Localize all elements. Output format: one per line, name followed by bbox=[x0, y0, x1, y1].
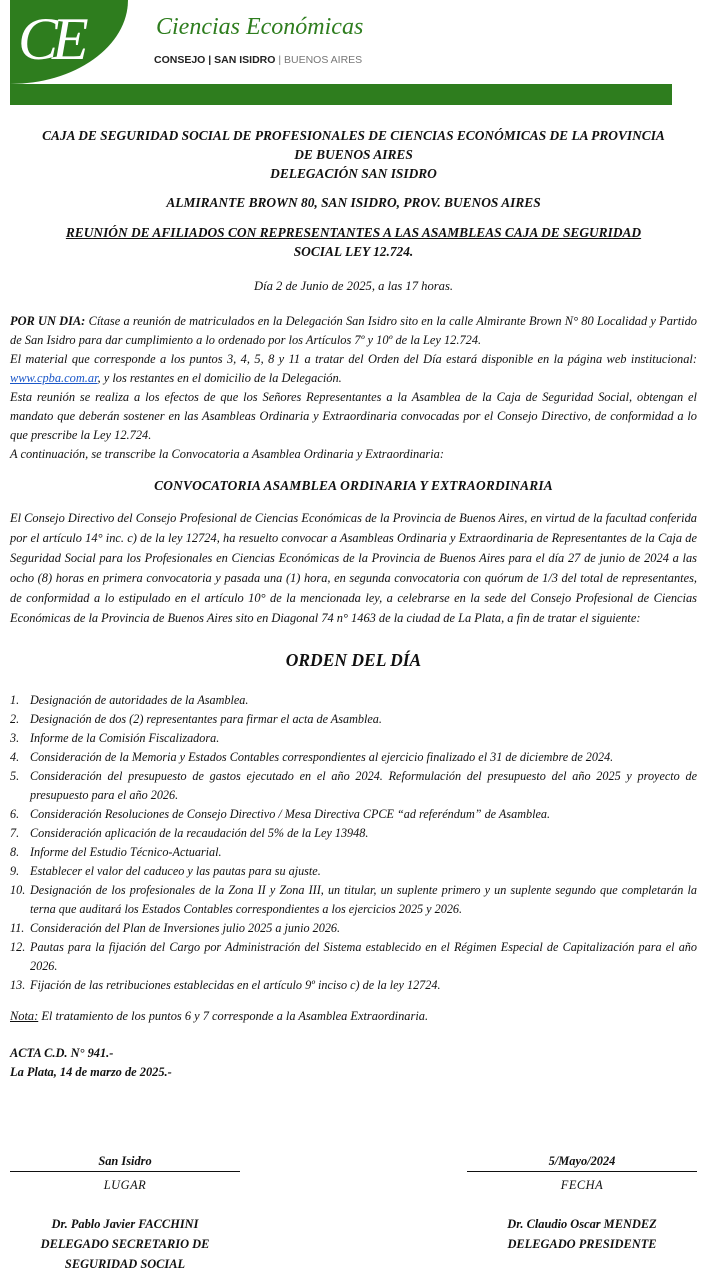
brand-sub-buenos-aires: BUENOS AIRES bbox=[283, 54, 363, 66]
agenda-text: Consideración aplicación de la recaudación del 5% de la Ley 13948. bbox=[30, 826, 369, 840]
acta-block bbox=[10, 1044, 697, 1082]
purpose-paragraph: Esta reunión se realiza a los efectos de que los Señores Representantes a la Asamblea de la Caja de Seguridad Social, obtengan el mandato que deberán sostener en las Asambleas Ordinaria y Extraordinaria convocadas por el Consejo Directivo, de conformidad a lo que prescribe la Ley 12.724. bbox=[10, 390, 697, 442]
agenda-number: 6. bbox=[10, 807, 20, 821]
meeting-title-line: REUNIÓN DE AFILIADOS CON REPRESENTANTES A LAS ASAMBLEAS CAJA DE SEGURIDAD bbox=[65, 225, 642, 240]
intro-lead: POR UN DIA: bbox=[10, 314, 86, 328]
secretary-name: Dr. Pablo Javier FACCHINI bbox=[51, 1217, 199, 1231]
president-signature bbox=[467, 1214, 697, 1254]
agenda-text: Consideración de la Memoria y Estados Contables correspondientes al ejercicio finalizado el 31 de diciembre de 2024. bbox=[30, 750, 614, 764]
agenda-item bbox=[10, 938, 697, 976]
agenda-item bbox=[10, 691, 697, 710]
agenda-number: 7. bbox=[10, 826, 20, 840]
president-role: DELEGADO PRESIDENTE bbox=[507, 1237, 657, 1251]
agenda-text: Informe de la Comisión Fiscalizadora. bbox=[30, 731, 220, 745]
secretary-signature bbox=[10, 1214, 240, 1274]
agenda-number: 3. bbox=[10, 731, 20, 745]
agenda-text: Establecer el valor del caduceo y las pautas para su ajuste. bbox=[30, 864, 321, 878]
convocatoria-body: El Consejo Directivo del Consejo Profesional de Ciencias Económicas de la Provincia de Buenos Aires, en virtud de la facultad conferida por el artículo 14° inc. c) de la ley 12724, ha resuelto convocar a Asambleas Ordinaria y Extraordinaria de Representantes de la Caja de Seguridad Social para los Profesionales en Ciencias Económicas de la Provincia de Buenos Aires para el día 27 de junio de 2024 a las ocho (8) horas en primera convocatoria y pasada una (1) hora, en segunda convocatoria con quórum de 1/3 del total de representantes, de conformidad a lo estipulado en el artículo 10° de la mencionada ley, a celebrarse en la sede del Consejo Profesional de Ciencias Económicas de la Provincia de Buenos Aires sito en Diagonal 74 n° 1463 de la ciudad de La Plata, a fin de tratar el siguiente: bbox=[10, 511, 697, 625]
title-line: DELEGACIÓN SAN ISIDRO bbox=[270, 166, 437, 181]
website-link[interactable]: www.cpba.com.ar bbox=[10, 371, 98, 385]
agenda-number: 2. bbox=[10, 712, 20, 726]
agenda-text: Consideración del Plan de Inversiones julio 2025 a junio 2026. bbox=[30, 921, 341, 935]
agenda-item bbox=[10, 862, 697, 881]
agenda-text: Designación de los profesionales de la Zona II y Zona III, un titular, un suplente primero y un suplente segundo que completarán la terna que auditará los Estados Contables correspondientes a los ejercicios 2025 y 2026. bbox=[30, 883, 697, 916]
header-bar bbox=[10, 84, 672, 105]
secretary-role: DELEGADO SECRETARIO DE bbox=[40, 1237, 210, 1251]
note-label: Nota: bbox=[10, 1009, 39, 1023]
logo-text: CE bbox=[18, 6, 83, 72]
president-name: Dr. Claudio Oscar MENDEZ bbox=[507, 1217, 657, 1231]
agenda-item bbox=[10, 710, 697, 729]
agenda-text: Informe del Estudio Técnico-Actuarial. bbox=[30, 845, 222, 859]
agenda-list bbox=[10, 691, 697, 995]
agenda-item bbox=[10, 729, 697, 748]
title-line: DE BUENOS AIRES bbox=[294, 147, 413, 162]
date-signature-field bbox=[467, 1154, 697, 1193]
agenda-number: 8. bbox=[10, 845, 20, 859]
meeting-title-line: SOCIAL LEY 12.724. bbox=[293, 244, 414, 259]
place-signature-field bbox=[10, 1154, 240, 1193]
agenda-text: Designación de dos (2) representantes para firmar el acta de Asamblea. bbox=[30, 712, 382, 726]
agenda-item bbox=[10, 843, 697, 862]
orden-del-dia-title: ORDEN DEL DÍA bbox=[285, 650, 422, 670]
agenda-item bbox=[10, 824, 697, 843]
material-paragraph bbox=[10, 350, 697, 388]
brand-sub-consejo: CONSEJO bbox=[154, 54, 206, 66]
brand-subtitle: CONSEJO | SAN ISIDRO | BUENOS AIRES bbox=[154, 54, 363, 66]
agenda-text: Designación de autoridades de la Asamblea. bbox=[30, 693, 249, 707]
agenda-number: 5. bbox=[10, 769, 20, 783]
title-line: CAJA DE SEGURIDAD SOCIAL DE PROFESIONALES DE CIENCIAS ECONÓMICAS DE LA PROVINCIA bbox=[42, 128, 665, 143]
place-value: San Isidro bbox=[10, 1154, 240, 1172]
note-text: El tratamiento de los puntos 6 y 7 corresponde a la Asamblea Extraordinaria. bbox=[38, 1009, 429, 1023]
date-caption: FECHA bbox=[560, 1178, 604, 1192]
brand-sub-san-isidro: SAN ISIDRO bbox=[214, 54, 276, 66]
meeting-title bbox=[10, 223, 697, 261]
material-text-end: , y los restantes en el domicilio de la Delegación. bbox=[97, 371, 342, 385]
document-body bbox=[10, 126, 697, 1082]
agenda-text: Pautas para la fijación del Cargo por Administración del Sistema establecido en el Régimen Especial de Capitalización para el año 2026. bbox=[30, 940, 697, 973]
date-line: Día 2 de Junio de 2025, a las 17 horas. bbox=[253, 279, 454, 293]
agenda-text: Consideración del presupuesto de gastos ejecutado en el año 2024. Reformulación del presupuesto del año 2025 y proyecto de presupuesto para el año 2026. bbox=[30, 769, 697, 802]
brand-title: Ciencias Económicas bbox=[156, 14, 364, 40]
acta-number: ACTA C.D. N° 941.- bbox=[10, 1046, 114, 1060]
agenda-item bbox=[10, 881, 697, 919]
logo-block bbox=[10, 0, 128, 84]
date-value: 5/Mayo/2024 bbox=[467, 1154, 697, 1172]
acta-date: La Plata, 14 de marzo de 2025.- bbox=[10, 1065, 172, 1079]
agenda-number: 11. bbox=[10, 921, 25, 935]
intro-text: Cítase a reunión de matriculados en la Delegación San Isidro sito en la calle Almirante Brown N° 80 Localidad y Partido de San Isidro para dar cumplimiento a lo ordenado por los Artículos 7º y 10º de la Ley 12.724. bbox=[10, 314, 697, 347]
agenda-number: 12. bbox=[10, 940, 26, 954]
agenda-number: 13. bbox=[10, 978, 26, 992]
address: ALMIRANTE BROWN 80, SAN ISIDRO, PROV. BUENOS AIRES bbox=[166, 195, 541, 210]
secretary-role: SEGURIDAD SOCIAL bbox=[64, 1257, 186, 1271]
agenda-number: 10. bbox=[10, 883, 26, 897]
document-title bbox=[10, 126, 697, 183]
agenda-text: Consideración Resoluciones de Consejo Directivo / Mesa Directiva CPCE “ad referéndum” de Asamblea. bbox=[30, 807, 551, 821]
agenda-item bbox=[10, 748, 697, 767]
intro-paragraph bbox=[10, 312, 697, 350]
agenda-item bbox=[10, 767, 697, 805]
agenda-item bbox=[10, 919, 697, 938]
agenda-number: 1. bbox=[10, 693, 20, 707]
agenda-item bbox=[10, 976, 697, 995]
convocatoria-title: CONVOCATORIA ASAMBLEA ORDINARIA Y EXTRAORDINARIA bbox=[154, 478, 553, 493]
agenda-number: 9. bbox=[10, 864, 20, 878]
agenda-number: 4. bbox=[10, 750, 20, 764]
material-text: El material que corresponde a los puntos 3, 4, 5, 8 y 11 a tratar del Orden del Día estará disponible en la página web institucional: bbox=[10, 352, 697, 366]
agenda-text: Fijación de las retribuciones establecidas en el artículo 9º inciso c) de la ley 12724. bbox=[30, 978, 441, 992]
transcription-paragraph: A continuación, se transcribe la Convocatoria a Asamblea Ordinaria y Extraordinaria: bbox=[10, 447, 444, 461]
note bbox=[10, 1009, 697, 1024]
agenda-item bbox=[10, 805, 697, 824]
place-caption: LUGAR bbox=[103, 1178, 147, 1192]
